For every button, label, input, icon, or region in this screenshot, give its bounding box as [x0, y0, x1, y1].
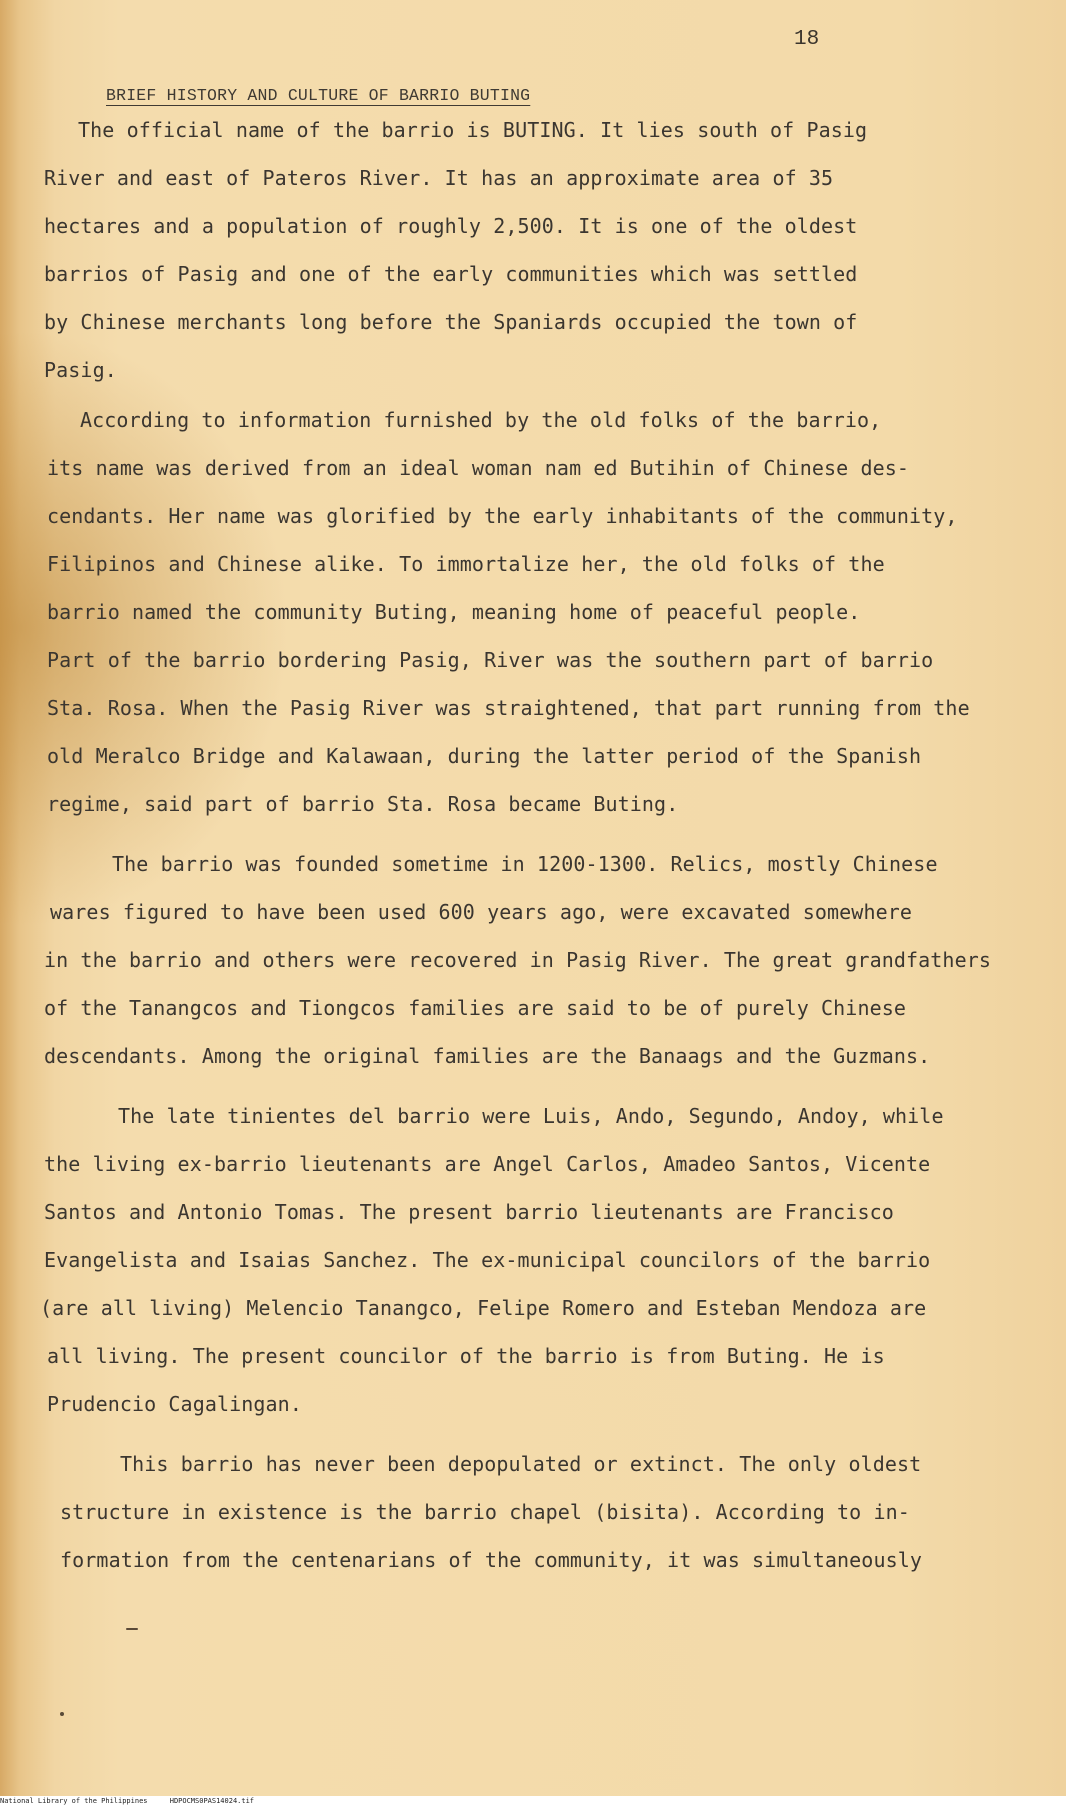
- text-line: Filipinos and Chinese alike. To immortalize her, the old folks of the: [47, 552, 885, 576]
- scan-footer: [0, 1797, 272, 1805]
- text-line: Prudencio Cagalingan.: [47, 1392, 302, 1416]
- scan-mark: [60, 1712, 64, 1716]
- text-line: Sta. Rosa. When the Pasig River was straightened, that part running from the: [47, 696, 970, 720]
- text-line: all living. The present councilor of the barrio is from Buting. He is: [47, 1344, 885, 1368]
- text-line: The late tinientes del barrio were Luis, Ando, Segundo, Andoy, while: [118, 1104, 944, 1128]
- text-line: The official name of the barrio is BUTING. It lies south of Pasig: [78, 118, 868, 142]
- text-line: Santos and Antonio Tomas. The present barrio lieutenants are Francisco: [44, 1200, 894, 1224]
- text-line: Part of the barrio bordering Pasig, River was the southern part of barrio: [47, 648, 934, 672]
- text-line: the living ex-barrio lieutenants are Angel Carlos, Amadeo Santos, Vicente: [44, 1152, 931, 1176]
- text-line: barrio named the community Buting, meaning home of peaceful people.: [47, 600, 861, 624]
- text-line: wares figured to have been used 600 years ago, were excavated somewhere: [50, 900, 913, 924]
- text-line: Evangelista and Isaias Sanchez. The ex-municipal councilors of the barrio: [44, 1248, 931, 1272]
- text-line: descendants. Among the original families are the Banaags and the Guzmans.: [44, 1044, 931, 1068]
- text-line: The barrio was founded sometime in 1200-1300. Relics, mostly Chinese: [112, 852, 938, 876]
- text-line: regime, said part of barrio Sta. Rosa became Buting.: [47, 792, 679, 816]
- page-number: 18: [794, 28, 820, 51]
- text-line: formation from the centenarians of the community, it was simultaneously: [60, 1548, 923, 1572]
- text-line: structure in existence is the barrio chapel (bisita). According to in-: [60, 1500, 910, 1524]
- text-line: by Chinese merchants long before the Spaniards occupied the town of: [44, 310, 858, 334]
- text-line: cendants. Her name was glorified by the early inhabitants of the community,: [47, 504, 958, 528]
- page-title: BRIEF HISTORY AND CULTURE OF BARRIO BUTING: [106, 86, 531, 105]
- text-line: old Meralco Bridge and Kalawaan, during the latter period of the Spanish: [47, 744, 922, 768]
- text-line: (are all living) Melencio Tanangco, Felipe Romero and Esteban Mendoza are: [40, 1296, 927, 1320]
- scan-mark: [126, 1628, 138, 1630]
- text-line: According to information furnished by the old folks of the barrio,: [80, 408, 882, 432]
- text-line: barrios of Pasig and one of the early communities which was settled: [44, 262, 858, 286]
- text-line: This barrio has never been depopulated or extinct. The only oldest: [120, 1452, 922, 1476]
- footer-institution: National Library of the Philippines: [0, 1797, 148, 1805]
- text-line: hectares and a population of roughly 2,500. It is one of the oldest: [44, 214, 858, 238]
- text-line: Pasig.: [44, 358, 117, 382]
- text-line: River and east of Pateros River. It has an approximate area of 35: [44, 166, 834, 190]
- text-line: its name was derived from an ideal woman nam ed Butihin of Chinese des-: [47, 456, 910, 480]
- footer-filename: HDPOCMS0PAS14024.tif: [169, 1797, 255, 1805]
- text-line: of the Tanangcos and Tiongcos families are said to be of purely Chinese: [44, 996, 907, 1020]
- text-line: in the barrio and others were recovered in Pasig River. The great grandfathers: [44, 948, 991, 972]
